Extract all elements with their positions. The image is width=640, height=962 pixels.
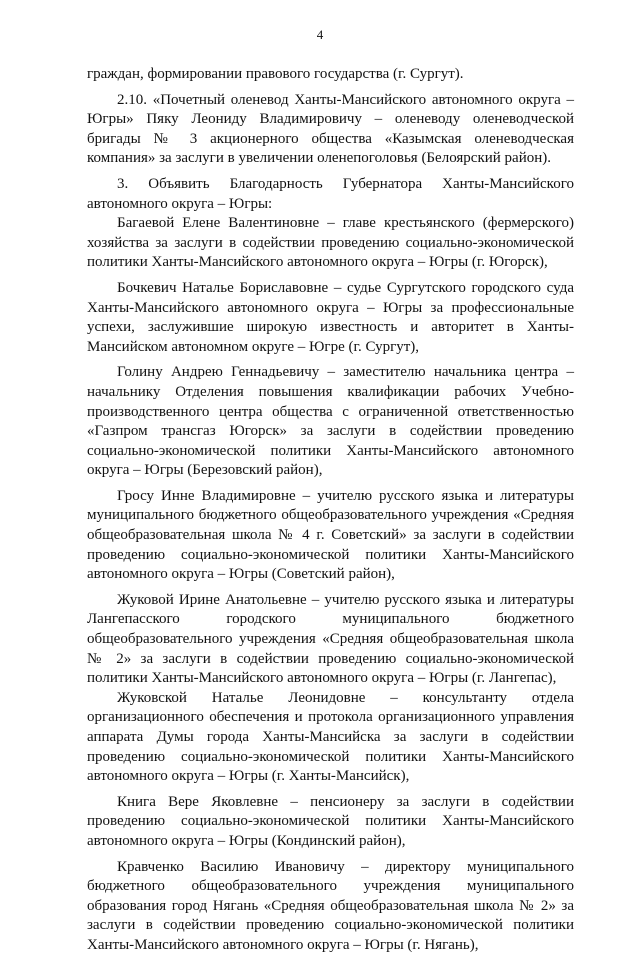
paragraph-zhukovskaya: Жуковской Наталье Леонидовне – консультанту отдела организационного обеспечения и протокола организационного управления аппарата Думы города Ханты-Мансийска за заслуги в содействии проведению социально-экономической политики Ханты-Мансийского автономного округа – Югры (г. Ханты-Мансийск),: [87, 689, 574, 785]
paragraph-zhukova: Жуковой Ирине Анатольевне – учителю русского языка и литературы Лангепасского городского муниципального бюджетного общеобразовательного учреждения «Средняя общеобразовательная школа № 2» за заслуги в содействии проведению социально-экономической политики Ханты-Мансийского автономного округа – Югры (г. Лангепас),: [87, 591, 574, 687]
paragraph-continuation: граждан, формировании правового государства (г. Сургут).: [87, 66, 464, 82]
paragraph-golin: Голину Андрею Геннадьевичу – заместителю начальника центра – начальнику Отделения повышения квалификации рабочих Учебно-производственного центра общества с ограниченной ответственностью «Газпром трансгаз Югорск» за заслуги в содействии проведению социально-экономической политики Ханты-Мансийского автономного округа – Югры (Березовский район),: [87, 364, 574, 479]
paragraph-bagaeva: Багаевой Елене Валентиновне – главе крестьянского (фермерского) хозяйства за заслуги в содействии проведению социально-экономической политики Ханты-Мансийского автономного округа – Югры (г. Югорск),: [87, 215, 574, 271]
paragraph-bochkevich: Бочкевич Наталье Бориславовне – судье Сургутского городского суда Ханты-Мансийского автономного округа – Югры за профессиональные успехи, заслужившие широкую известность и авторитет в Ханты-Мансийском автономном округе – Югре (г. Сургут),: [87, 279, 574, 355]
paragraph-kniga: Книга Вере Яковлевне – пенсионеру за заслуги в содействии проведению социально-экономической политики Ханты-Мансийского автономного округа – Югры (Кондинский район),: [87, 793, 574, 849]
paragraph-kravchenko: Кравченко Василию Ивановичу – директору муниципального бюджетного общеобразовательного учреждения муниципального образования город Нягань «Средняя общеобразовательная школа № 2» за заслуги в содействии проведению социально-экономической политики Ханты-Мансийского автономного округа – Югры (г. Нягань),: [87, 858, 574, 953]
document-body: [87, 65, 574, 962]
paragraph-award-2-10: 2.10. «Почетный оленевод Ханты-Мансийского автономного округа – Югры» Пяку Леониду Владимировичу – оленеводу оленеводческой бригады № 3 акционерного общества «Казымская оленеводческая компания» за заслуги в увеличении оленепоголовья (Белоярский район).: [87, 91, 574, 167]
paragraph-section-3-heading: 3. Объявить Благодарность Губернатора Ханты-Мансийского автономного округа – Югры:: [87, 175, 574, 212]
page-number: 4: [316, 27, 324, 42]
paragraph-grosu: Гросу Инне Владимировне – учителю русского языка и литературы муниципального бюджетного общеобразовательного учреждения «Средняя общеобразовательная школа № 4 г. Советский» за заслуги в содействии проведению социально-экономической политики Ханты-Мансийского автономного округа – Югры (Советский район),: [87, 487, 574, 583]
